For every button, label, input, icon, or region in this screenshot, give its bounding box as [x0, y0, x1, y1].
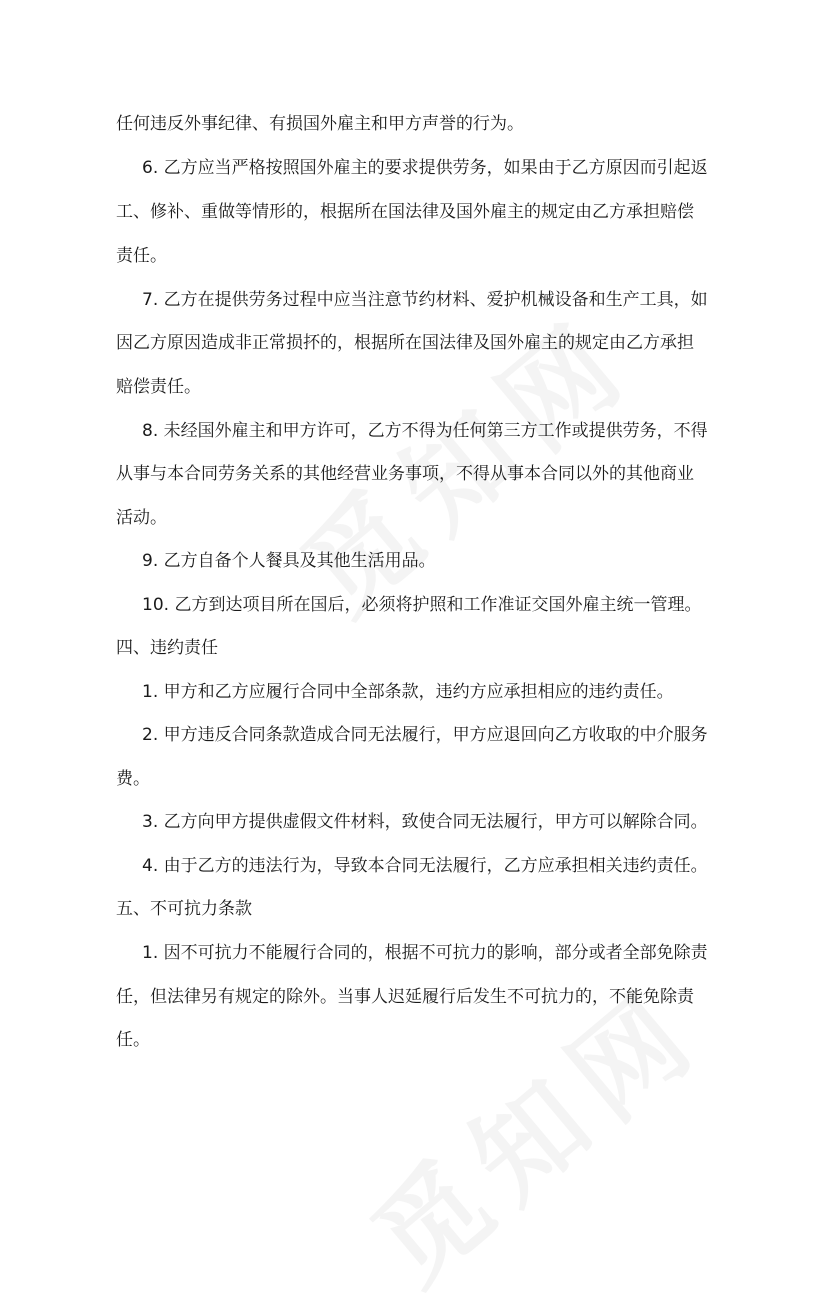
text-line: 赔偿责任。: [116, 377, 201, 397]
breach-clause-2: 2. 甲方违反合同条款造成合同无法履行，甲方应退回向乙方收取的中介服务: [142, 725, 708, 745]
text-line: 任。: [116, 1030, 150, 1050]
clause-8: 8. 未经国外雇主和甲方许可，乙方不得为任何第三方工作或提供劳务，不得: [142, 421, 708, 441]
clause-7: 7. 乙方在提供劳务过程中应当注意节约材料、爱护机械设备和生产工具，如: [142, 290, 708, 310]
clause-9: 9. 乙方自备个人餐具及其他生活用品。: [142, 551, 436, 571]
text-line: 任何违反外事纪律、有损国外雇主和甲方声誉的行为。: [116, 114, 524, 134]
text-line: 从事与本合同劳务关系的其他经营业务事项，不得从事本合同以外的其他商业: [116, 464, 694, 484]
text-line: 费。: [116, 769, 150, 789]
clause-10: 10. 乙方到达项目所在国后，必须将护照和工作准证交国外雇主统一管理。: [142, 595, 702, 615]
breach-clause-1: 1. 甲方和乙方应履行合同中全部条款，违约方应承担相应的违约责任。: [142, 682, 674, 702]
breach-clause-4: 4. 由于乙方的违法行为，导致本合同无法履行，乙方应承担相关违约责任。: [142, 856, 708, 876]
text-line: 活动。: [116, 508, 167, 528]
text-line: 责任。: [116, 246, 167, 266]
watermark: [264, 275, 660, 643]
section-heading-breach: 四、违约责任: [116, 638, 218, 658]
breach-clause-3: 3. 乙方向甲方提供虚假文件材料，致使合同无法履行，甲方可以解除合同。: [142, 812, 708, 832]
text-line: 因乙方原因造成非正常损抔的，根据所在国法律及国外雇主的规定由乙方承担: [116, 333, 694, 353]
clause-6: 6. 乙方应当严格按照国外雇主的要求提供劳务，如果由于乙方原因而引起返: [142, 158, 708, 178]
force-majeure-clause-1: 1. 因不可抗力不能履行合同的，根据不可抗力的影响，部分或者全部免除责: [142, 943, 708, 963]
section-heading-force-majeure: 五、不可抗力条款: [116, 899, 252, 919]
text-line: 工、修补、重做等情形的，根据所在国法律及国外雇主的规定由乙方承担赔偿: [116, 202, 694, 222]
text-line: 任，但法律另有规定的除外。当事人迟延履行后发生不可抗力的，不能免除责: [116, 987, 694, 1007]
